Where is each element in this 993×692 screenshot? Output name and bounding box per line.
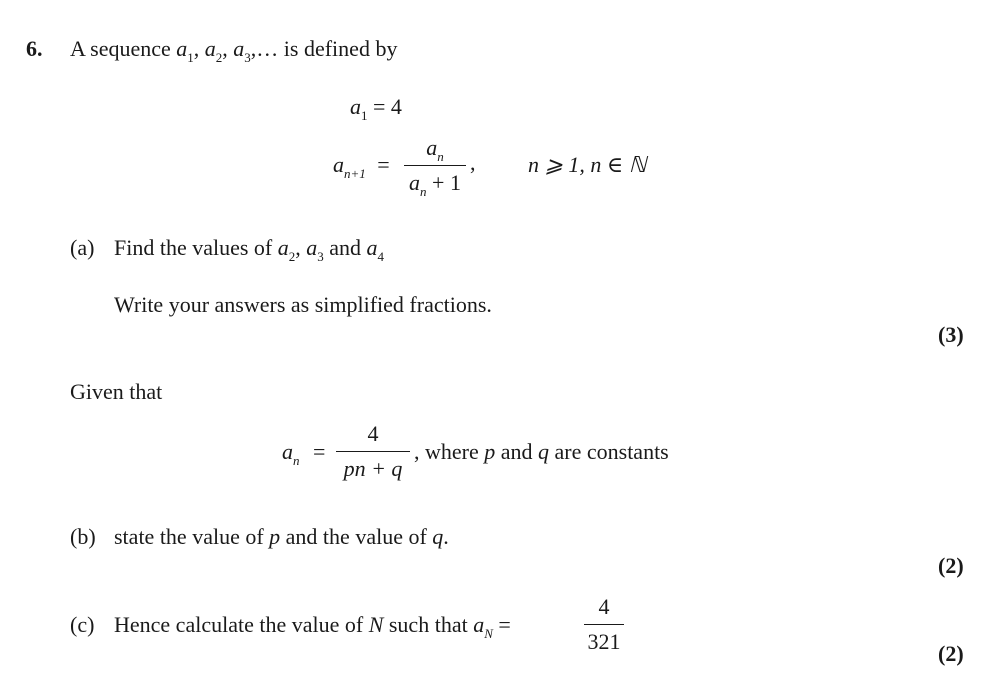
fraction-bar [584, 624, 624, 625]
fraction-bar [404, 165, 466, 166]
seq-term-1: $a_1$ [176, 36, 194, 65]
recurrence-comma: , [470, 150, 476, 175]
intro-tail: is defined by [283, 36, 398, 61]
part-b-marks: (2) [938, 553, 964, 578]
part-a-label: (a) [70, 235, 95, 260]
part-c-denominator: 321 [587, 629, 621, 654]
recurrence-fraction [404, 135, 466, 199]
part-a-question: Find the values of $a_2$, $a_3$ and $a_4$ [114, 235, 385, 264]
question-intro: A sequence $a_1$, $a_2$, $a_3,\dots$ is defined by [70, 36, 398, 65]
part-b-label: (b) [70, 524, 96, 549]
recurrence-numerator: $a_n$ [426, 135, 444, 164]
part-c-question: Hence calculate the value of N such that $a_N$ = [114, 612, 511, 641]
part-c-label: (c) [70, 612, 95, 637]
intro-prefix: A sequence [70, 36, 171, 61]
given-numerator: 4 [367, 421, 379, 446]
given-fraction [336, 423, 410, 480]
def-first-term: $a_1 = 4$ [350, 94, 402, 123]
part-c-marks: (2) [938, 641, 964, 666]
given-tail: , where p and q are constants [414, 439, 669, 464]
part-c-fraction [584, 596, 624, 653]
recurrence-condition: n ⩾ 1, n ∈ ℕ [528, 152, 647, 177]
part-a-marks: (3) [938, 322, 964, 347]
part-b-question: state the value of p and the value of q. [114, 524, 449, 549]
recurrence-lhs: $a_{n+1}$ = [333, 152, 390, 181]
fraction-bar [336, 451, 410, 452]
given-denominator: pn + q [343, 456, 403, 481]
part-c-numerator: 4 [598, 594, 610, 619]
given-text: Given that [70, 379, 163, 404]
seq-term-3: $a_3$ [233, 36, 251, 65]
seq-term-2: $a_2$ [204, 36, 223, 65]
part-a-instruction: Write your answers as simplified fractions. [114, 292, 492, 317]
question-number: 6. [26, 36, 43, 61]
given-lhs: $a_n$ = [282, 439, 326, 468]
recurrence-denominator: $a_n + 1$ [409, 170, 461, 199]
